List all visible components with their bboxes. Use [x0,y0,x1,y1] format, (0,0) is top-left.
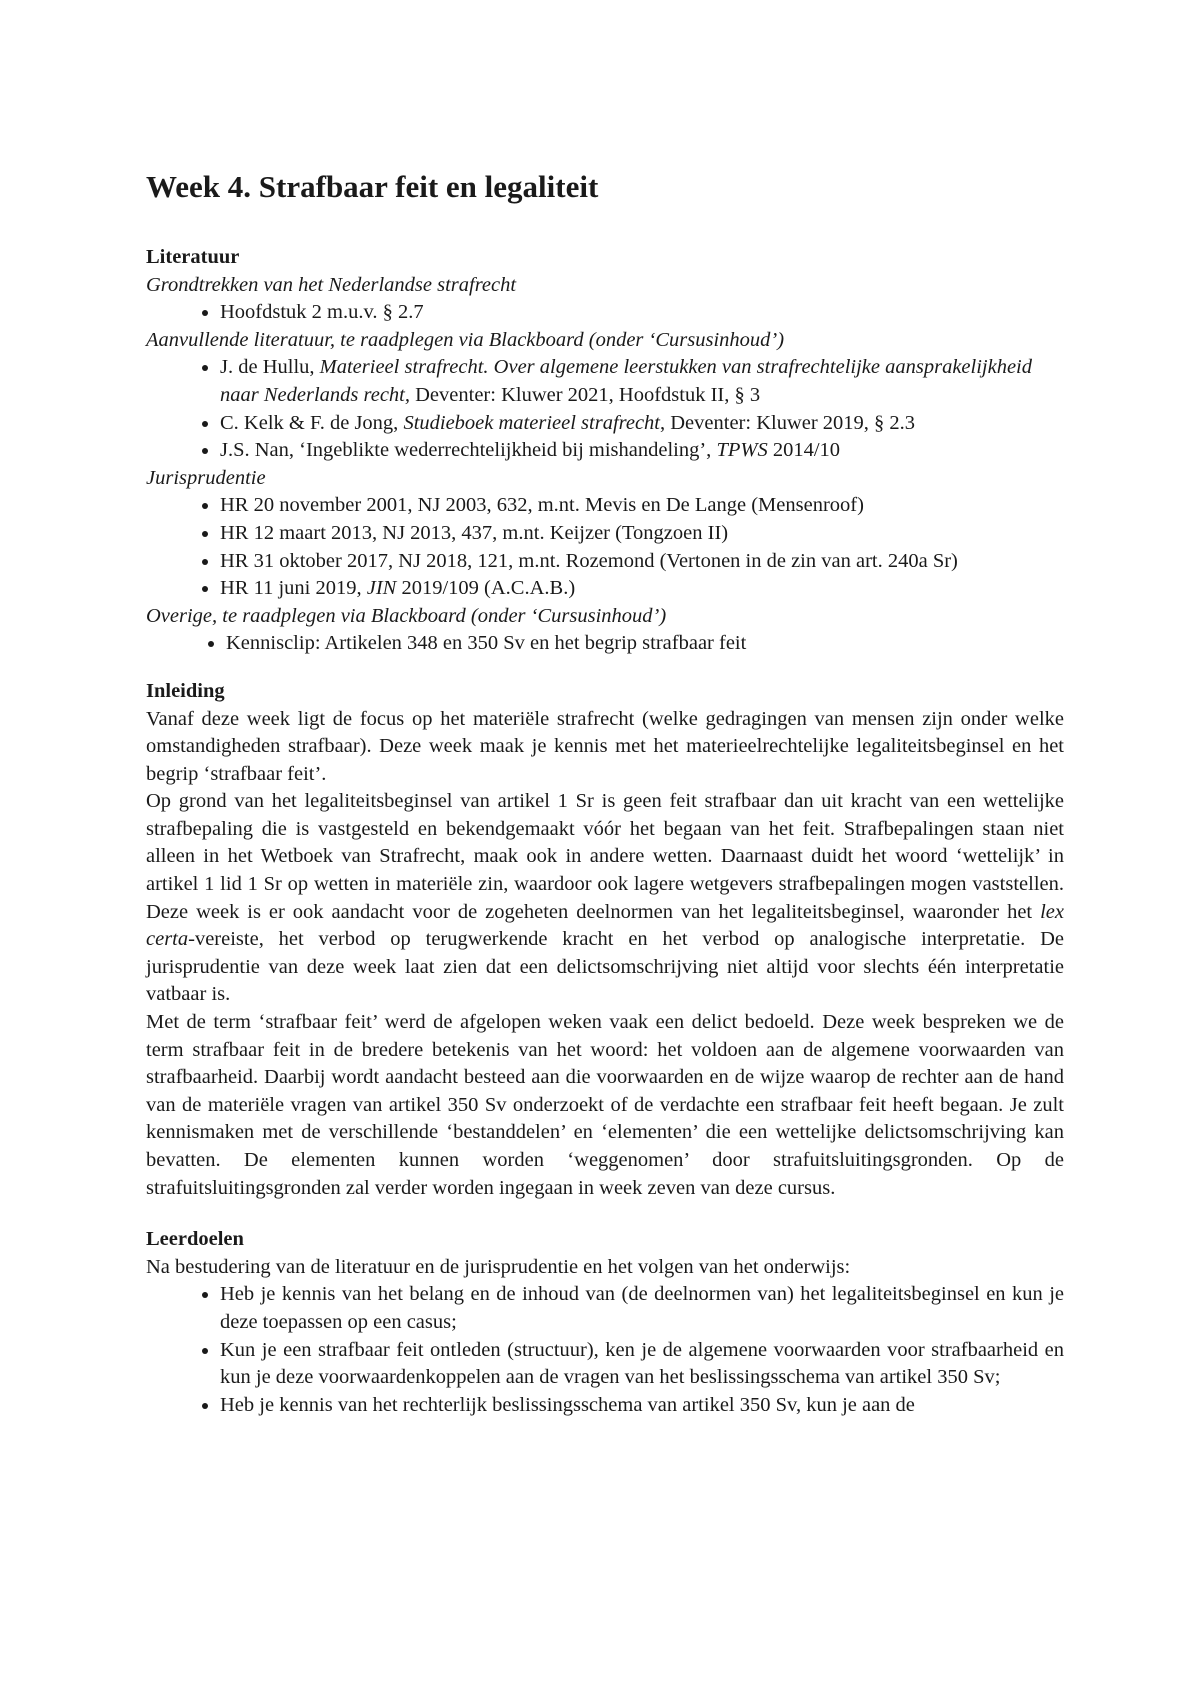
list-jurisprudentie [146,492,1064,602]
paragraph: Op grond van het legaliteitsbeginsel van artikel 1 Sr is geen feit strafbaar dan uit kracht van een wettelijke strafbepaling die is vastgesteld en bekendgemaakt vóór het begaan van het feit. Strafbepalingen staan niet alleen in het Wetboek van Strafrecht, maak ook in andere wetten. Daarnaast duidt het woord ‘wettelijk’ in artikel 1 lid 1 Sr op wetten in materiële zin, waardoor ook lagere wetgevers strafbepalingen mogen vaststellen. Deze week is er ook aandacht voor de zogeheten deelnormen van het legaliteitsbeginsel, waaronder het lex certa-vereiste, het verbod op terugwerkende kracht en het verbod op analogische interpretatie. De jurisprudentie van deze week laat zien dat een delictsomschrijving niet altijd voor slechts één interpretatie vatbaar is. [146,790,1064,1006]
subheading-jurisprudentie: Jurisprudentie [146,466,266,489]
list-item: • HR 20 november 2001, NJ 2003, 632, m.nt. Mevis en De Lange (Mensenroof) [220,492,1064,520]
list-item: • J.S. Nan, ‘Ingeblikte wederrechtelijkheid bij mishandeling’, TPWS 2014/10 [220,437,1064,465]
list-item: • C. Kelk & F. de Jong, Studieboek materieel strafrecht, Deventer: Kluwer 2019, § 2.3 [220,410,1064,438]
page-title: Week 4. Strafbaar feit en legaliteit [146,169,599,204]
list-item: • Hoofdstuk 2 m.u.v. § 2.7 [220,299,1064,327]
paragraph: Na bestudering van de literatuur en de jurisprudentie en het volgen van het onderwijs: [146,1255,851,1278]
subheading-overige: Overige, te raadplegen via Blackboard (onder ‘Cursusinhoud’) [146,604,667,627]
list-item: • Heb je kennis van het belang en de inhoud van (de deelnormen van) het legaliteitsbeginsel en kun je deze toepassen op een casus; [220,1281,1064,1336]
list-item: • Kun je een strafbaar feit ontleden (structuur), ken je de algemene voorwaarden voor strafbaarheid en kun je deze voorwaardenkoppelen aan de vragen van het beslissingsschema van artikel 350 Sv; [220,1337,1064,1392]
list-item: • HR 11 juni 2019, JIN 2019/109 (A.C.A.B.) [220,575,1064,603]
list-item: • Heb je kennis van het rechterlijk beslissingsschema van artikel 350 Sv, kun je aan de [220,1392,1064,1420]
list-grondtrekken [146,299,1064,327]
section-heading-leerdoelen: Leerdoelen [146,1228,244,1251]
list-leerdoelen [146,1281,1064,1419]
paragraph: Met de term ‘strafbaar feit’ werd de afgelopen weken vaak een delict bedoeld. Deze week bespreken we de term strafbaar feit in de bredere betekenis van het woord: het voldoen aan de algemene voorwaarden van strafbaarheid. Daarbij wordt aandacht besteed aan die voorwaarden en de wijze waarop de rechter aan de hand van de materiële vragen van artikel 350 Sv onderzoekt of de verdachte een strafbaar feit heeft begaan. Je zult kennismaken met de verschillende ‘bestanddelen’ en ‘elementen’ die een wettelijke delictsomschrijving kan bevatten. De elementen kunnen worden ‘weggenomen’ door strafuitsluitingsgronden. Op de strafuitsluitingsgronden zal verder worden ingegaan in week zeven van deze cursus. [146,1011,1064,1199]
list-overige [146,630,1064,658]
section-heading-literatuur: Literatuur [146,246,240,268]
list-item: • HR 12 maart 2013, NJ 2013, 437, m.nt. Keijzer (Tongzoen II) [220,520,1064,548]
list-aanvullende-literatuur [146,354,1064,464]
section-heading-inleiding: Inleiding [146,679,225,702]
list-item: • Kennisclip: Artikelen 348 en 350 Sv en het begrip strafbaar feit [226,630,1064,658]
paragraph: Vanaf deze week ligt de focus op het materiële strafrecht (welke gedragingen van mensen zijn onder welke omstandigheden strafbaar). Deze week maak je kennis met het materieelrechtelijke legaliteitsbeginsel en het begrip ‘strafbaar feit’. [146,707,1064,785]
list-item: • HR 31 oktober 2017, NJ 2018, 121, m.nt. Rozemond (Vertonen in de zin van art. 240a Sr) [220,548,1064,576]
document-page [146,168,1064,1419]
list-item: • J. de Hullu, Materieel strafrecht. Over algemene leerstukken van strafrechtelijke aansprakelijkheid naar Nederlands recht, Deventer: Kluwer 2021, Hoofdstuk II, § 3 [220,354,1064,409]
subheading-aanvullende-literatuur: Aanvullende literatuur, te raadplegen via Blackboard (onder ‘Cursusinhoud’) [146,328,785,351]
subheading-grondtrekken: Grondtrekken van het Nederlandse strafrecht [146,273,517,296]
